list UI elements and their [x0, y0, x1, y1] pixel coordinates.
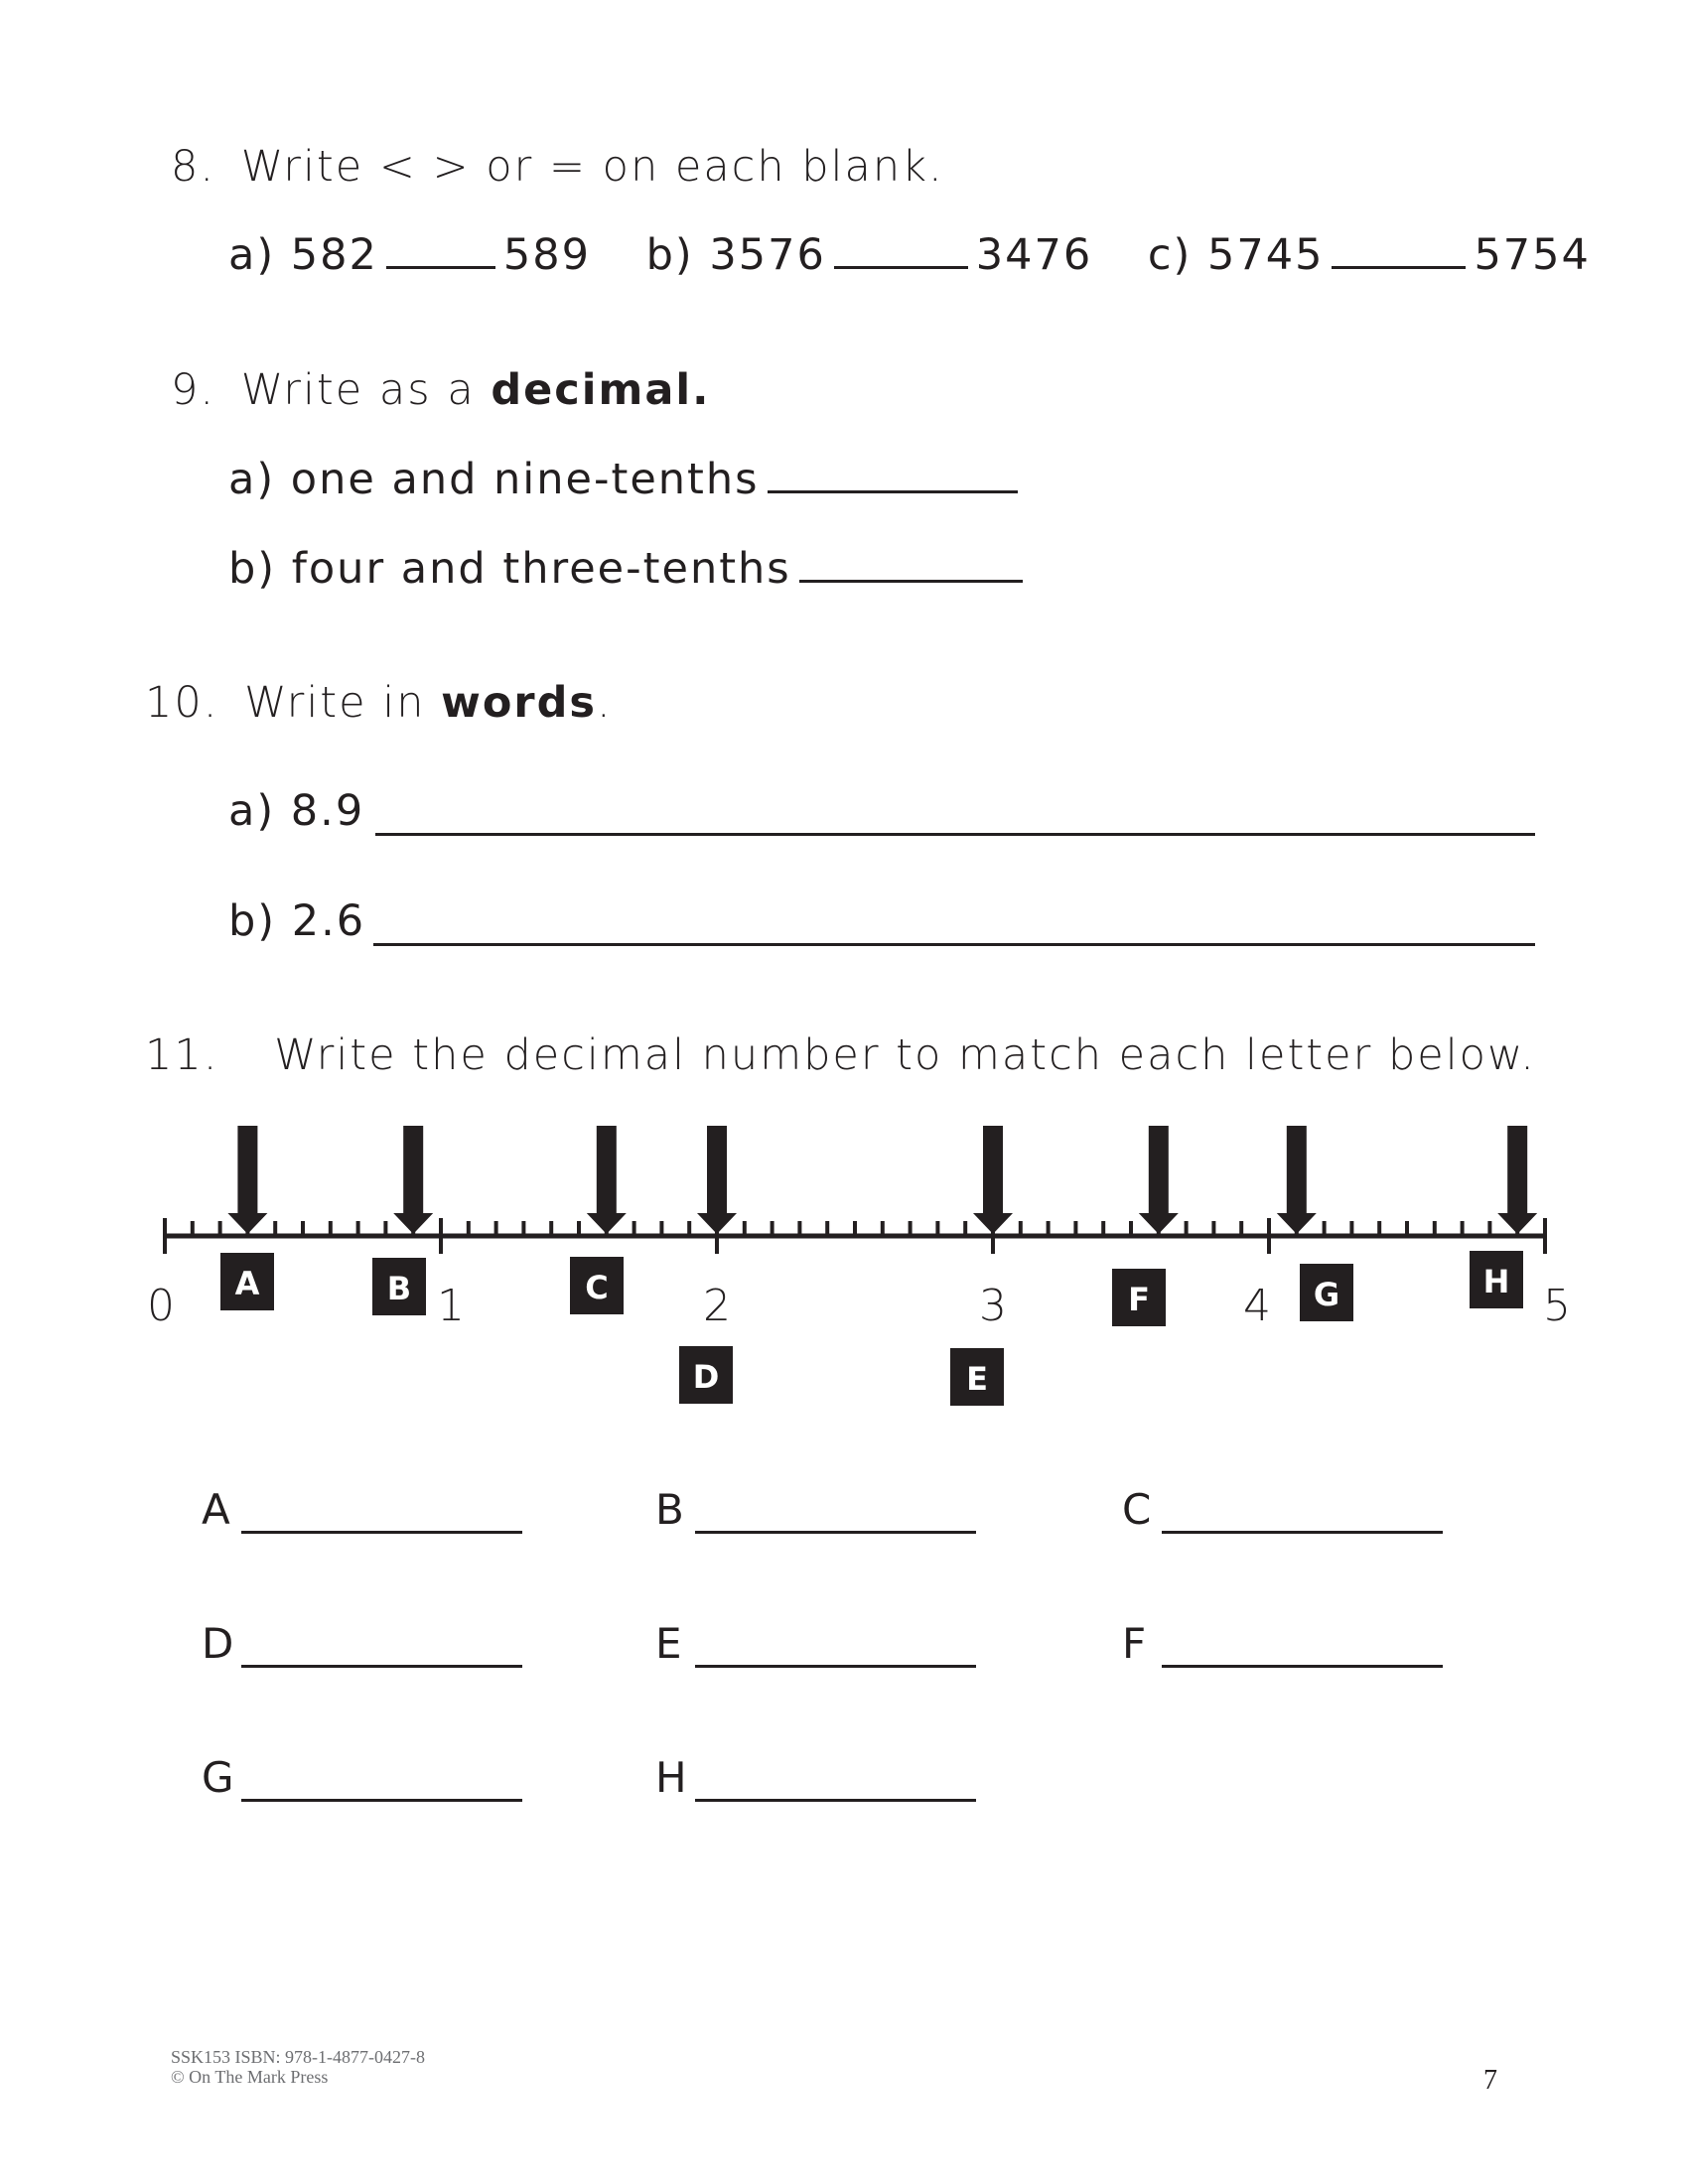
q9a-label: a) one and nine-tenths [228, 455, 760, 504]
svg-text:F: F [1128, 1281, 1150, 1318]
answer-line-f[interactable] [1162, 1665, 1443, 1668]
arrow-e-icon [973, 1126, 1013, 1234]
q10-prompt: Write in [244, 678, 426, 728]
arrow-g-icon [1277, 1126, 1317, 1234]
marker-g [1300, 1264, 1353, 1321]
q10-prompt-bold: words [441, 678, 597, 728]
answer-label-g: G [202, 1753, 234, 1802]
q8c-label: c) 5745 [1147, 230, 1325, 280]
q10-number: 10. [145, 678, 219, 728]
arrow-f-icon [1139, 1126, 1179, 1234]
marker-b [372, 1258, 426, 1315]
number-line-letter-markers [220, 1251, 1523, 1406]
svg-text:C: C [585, 1269, 609, 1306]
footer-isbn: SSK153 ISBN: 978-1-4877-0427-8 [171, 2047, 426, 2067]
q8a-right: 589 [502, 230, 591, 280]
q8-number: 8. [171, 142, 216, 192]
number-line-arrows [227, 1126, 1537, 1234]
marker-a [220, 1253, 274, 1310]
arrow-h-icon [1497, 1126, 1537, 1234]
q8c-right: 5754 [1474, 230, 1591, 280]
tick-label-2: 2 [703, 1281, 731, 1331]
svg-text:B: B [386, 1270, 412, 1307]
footer [171, 2047, 425, 2087]
q9-prompt-bold: decimal. [491, 365, 711, 415]
svg-text:G: G [1313, 1276, 1340, 1313]
answer-label-d: D [202, 1619, 234, 1668]
answer-label-c: C [1122, 1485, 1152, 1534]
q8b-right: 3476 [975, 230, 1093, 280]
marker-h [1470, 1251, 1523, 1308]
tick-label-3: 3 [979, 1281, 1007, 1331]
arrow-c-icon [587, 1126, 627, 1234]
svg-text:A: A [234, 1265, 260, 1302]
q10-prompt-end: . [597, 678, 613, 728]
footer-copyright: © On The Mark Press [171, 2067, 329, 2087]
q9-number: 9. [171, 365, 216, 415]
marker-f [1112, 1269, 1166, 1326]
svg-text:D: D [692, 1358, 720, 1396]
answer-line-e[interactable] [695, 1665, 976, 1668]
q8a-label: a) 582 [228, 230, 378, 280]
tick-label-1: 1 [437, 1281, 465, 1331]
arrow-a-icon [227, 1126, 267, 1234]
page-number: 7 [1483, 2065, 1497, 2096]
number-line-labels [147, 1281, 1571, 1331]
answer-label-b: B [655, 1485, 684, 1534]
q11-number: 11. [145, 1030, 219, 1080]
answer-line-d[interactable] [241, 1665, 522, 1668]
tick-label-5: 5 [1543, 1281, 1571, 1331]
answer-line-c[interactable] [1162, 1531, 1443, 1534]
q9-prompt: Write as a [240, 365, 476, 415]
answer-label-h: H [655, 1753, 687, 1802]
arrow-d-icon [697, 1126, 737, 1234]
answer-line-a[interactable] [241, 1531, 522, 1534]
answer-label-f: F [1122, 1619, 1147, 1668]
answer-line-g[interactable] [241, 1799, 522, 1802]
q10b-label: b) 2.6 [228, 896, 366, 946]
q8-prompt: Write < > or = on each blank. [240, 142, 944, 192]
q11-prompt: Write the decimal number to match each letter below. [274, 1030, 1536, 1080]
arrow-b-icon [393, 1126, 433, 1234]
marker-d [679, 1346, 733, 1404]
marker-c [570, 1257, 624, 1314]
q9b-label: b) four and three-tenths [228, 544, 791, 594]
marker-e [950, 1348, 1004, 1406]
q10a-label: a) 8.9 [228, 786, 365, 836]
answer-line-h[interactable] [695, 1799, 976, 1802]
answer-label-a: A [202, 1485, 230, 1534]
tick-label-4: 4 [1243, 1281, 1271, 1331]
svg-text:E: E [966, 1360, 988, 1398]
answer-line-b[interactable] [695, 1531, 976, 1534]
answer-label-e: E [655, 1619, 682, 1668]
q8b-label: b) 3576 [645, 230, 826, 280]
svg-text:H: H [1482, 1263, 1510, 1300]
tick-label-0: 0 [147, 1281, 175, 1331]
